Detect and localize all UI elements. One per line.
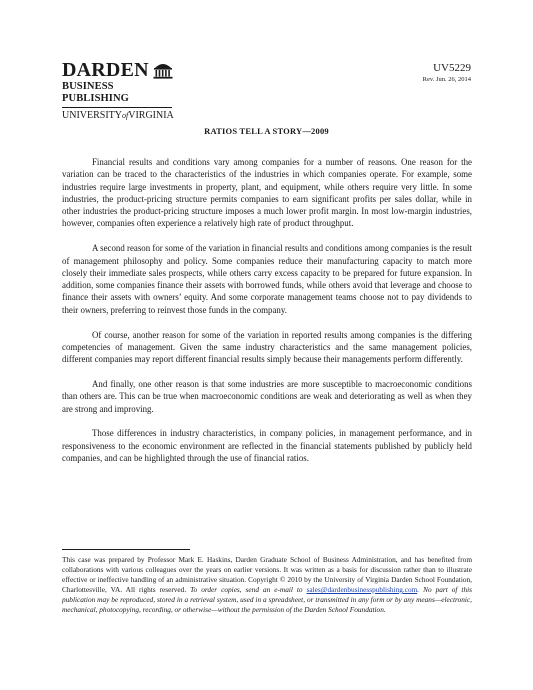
logo-darden-text: DARDEN [62,59,149,81]
logo-divider [62,107,172,108]
logo-uva-of: of [122,111,129,120]
document-title: RATIOS TELL A STORY—2009 [204,126,329,136]
footnote-order-text: To order copies, send an e-mail to [190,585,307,594]
footnote [62,555,472,615]
logo-uva-virginia: VIRGINIA [128,110,174,121]
document-body [62,156,472,477]
case-number: UV5229 [433,62,471,74]
logo-university [62,110,174,122]
rotunda-icon [153,61,173,79]
paragraph-3: Of course, another reason for some of the variation in reported results among companies is the differing competencies of management. Given the same industry characteristics and the same management policies, different companies may report different financial results simply because their managements perform differently. [62,329,472,365]
footnote-divider [62,549,190,550]
paragraph-2: A second reason for some of the variation in financial results and conditions among companies is the result of management philosophy and policy. Some companies reduce their manufacturing capacity to match more closely their immediate sales prospects, while others carry excess capacity to be prepared for future expansion. In addition, some companies finance their assets with borrowed funds, while others avoid that leverage and choose to finance their assets with owners’ equity. And some corporate management teams choose not to pay dividends to their owners, preferring to reinvest those funds in the company. [62,243,472,315]
email-link[interactable]: sales@dardenbusinesspublishing.com [306,585,418,594]
case-identifier [423,62,471,84]
revision-date: Rev. Jun. 26, 2014 [422,76,471,83]
logo-business-publishing: BUSINESS PUBLISHING [62,81,129,104]
footnote-text: This case was prepared by Professor Mark E. Haskins, Darden Graduate School of Business Administration, and has benefited from collaborations with various colleagues over the years on earlier versions. It was written as a basis for discussion rather than to illustrate effective or ineffective handling of an administrative situation. Copyright © 2010 by the University of Virginia Darden School Foundation, Charlottesville, VA. All rights reserved. [62,555,472,594]
paragraph-5: Those differences in industry characteristics, in company policies, in management performance, and in responsiveness to the economic environment are reflected in the financial statements published by publicly held companies, and can be highlighted through the use of financial ratios. [62,428,472,463]
darden-logo [62,60,174,122]
logo-uva-university: UNIVERSITY [62,110,122,121]
footnote-rights-text: . No part of this publication may be reproduced, stored in a retrieval system, used in a spreadsheet, or transmitted in any form or by any means—electronic, mechanical, photocopying, recording, or otherwise—without the permission of the Darden School Foundation. [62,585,472,614]
paragraph-1: Financial results and conditions vary among companies for a number of reasons. One reason for the variation can be traced to the characteristics of the industries in which companies operate. For example, some industries require large investments in property, plant, and equipment, while others require very little. In some industries, the product-pricing structure permits companies to earn significant profits per sales dollar, while in other industries the product-pricing structure imposes a much lower profit margin. In most low-margin industries, however, companies often experience a relatively high rate of product throughput. [62,157,472,229]
paragraph-4: And finally, one other reason is that some industries are more susceptible to macroeconomic conditions than others are. This can be true when macroeconomic conditions are weak and deteriorating as well as when they are strong and improving. [62,378,472,414]
